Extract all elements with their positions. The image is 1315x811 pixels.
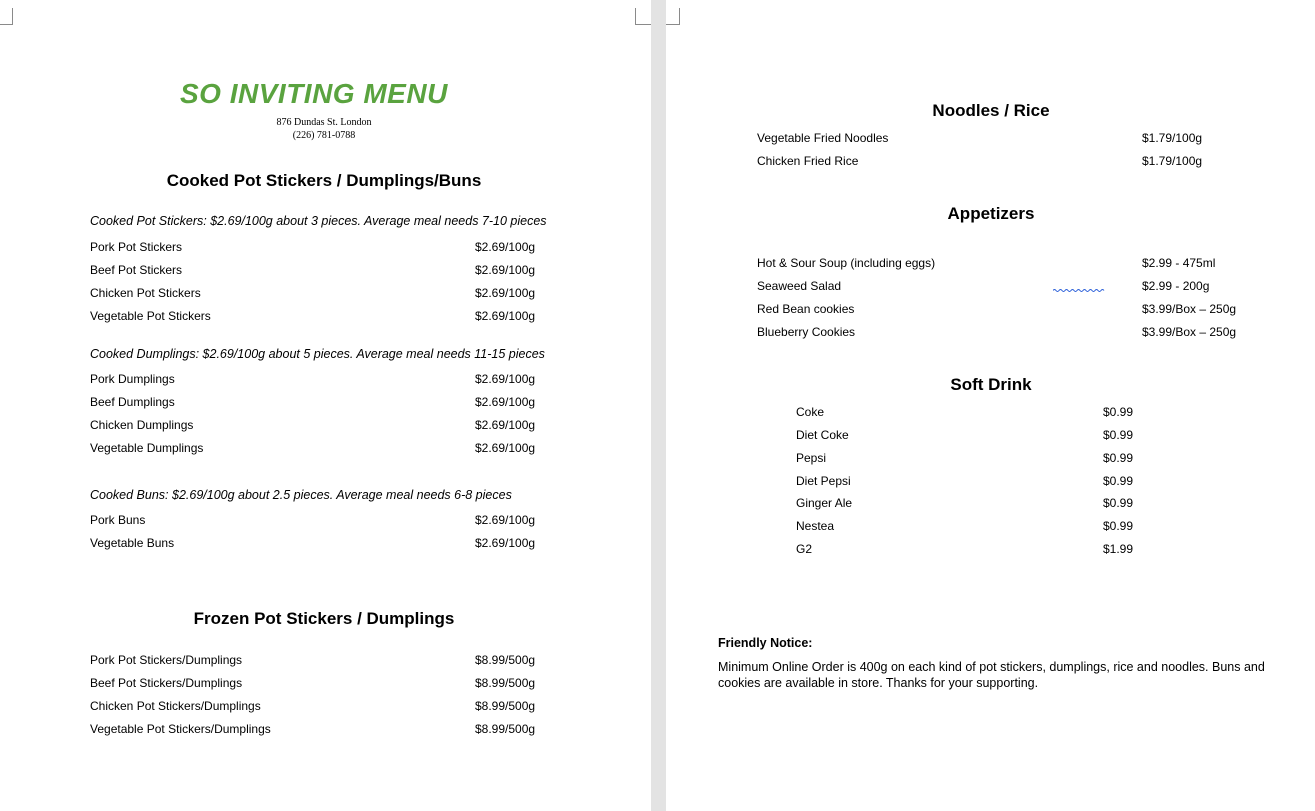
item-price: $2.69/100g xyxy=(475,441,536,455)
item-name: Pork Buns xyxy=(90,513,146,527)
item-price: $3.99/Box – 250g xyxy=(1142,302,1237,316)
item-name: Vegetable Pot Stickers/Dumplings xyxy=(90,722,271,736)
phone-line: (226) 781-0788 xyxy=(292,130,356,141)
section-heading-noodles: Noodles / Rice xyxy=(932,101,1050,120)
item-name: Diet Pepsi xyxy=(796,474,851,488)
item-name: Vegetable Buns xyxy=(90,536,175,550)
item-price: $2.99 - 475ml xyxy=(1142,256,1216,270)
item-price: $0.99 xyxy=(1103,428,1134,442)
item-name: Nestea xyxy=(796,519,835,533)
crop-mark-top-right xyxy=(635,8,651,25)
item-name: Beef Pot Stickers xyxy=(90,263,183,277)
item-price: $2.69/100g xyxy=(475,372,536,386)
pot-stickers-note: Cooked Pot Stickers: $2.69/100g about 3 pieces. Average meal needs 7-10 pieces xyxy=(90,214,547,228)
item-name: G2 xyxy=(796,542,813,556)
item-name: Chicken Pot Stickers xyxy=(90,286,201,300)
crop-mark-top-left xyxy=(0,8,13,25)
item-name: Blueberry Cookies xyxy=(757,325,856,339)
item-price: $2.69/100g xyxy=(475,513,536,527)
section-heading-frozen: Frozen Pot Stickers / Dumplings xyxy=(193,609,455,628)
item-price: $8.99/500g xyxy=(475,722,536,736)
notice-heading: Friendly Notice: xyxy=(718,636,813,650)
item-price: $1.99 xyxy=(1103,542,1134,556)
item-name: Vegetable Fried Noodles xyxy=(757,131,889,145)
item-name: Vegetable Dumplings xyxy=(90,441,204,455)
item-name: Ginger Ale xyxy=(796,496,853,510)
item-price: $2.69/100g xyxy=(475,536,536,550)
item-name: Red Bean cookies xyxy=(757,302,855,316)
notice-text: Minimum Online Order is 400g on each kind of pot stickers, dumplings, rice and noodles. Buns and cookies are available in store. Thanks for your supporting. xyxy=(718,660,1265,690)
item-name: Pork Pot Stickers/Dumplings xyxy=(90,653,243,667)
item-name: Beef Pot Stickers/Dumplings xyxy=(90,676,243,690)
item-price: $2.69/100g xyxy=(475,286,536,300)
address-line: 876 Dundas St. London xyxy=(276,117,372,128)
item-price: $3.99/Box – 250g xyxy=(1142,325,1237,339)
item-name: Seaweed Salad xyxy=(757,279,842,293)
item-price: $2.69/100g xyxy=(475,263,536,277)
item-price: $8.99/500g xyxy=(475,699,536,713)
item-price: $2.69/100g xyxy=(475,240,536,254)
item-price: $1.79/100g xyxy=(1142,131,1203,145)
item-name: Vegetable Pot Stickers xyxy=(90,309,211,323)
dumplings-note: Cooked Dumplings: $2.69/100g about 5 pieces. Average meal needs 11-15 pieces xyxy=(90,347,545,361)
item-price: $8.99/500g xyxy=(475,676,536,690)
item-name: Chicken Fried Rice xyxy=(757,154,859,168)
item-price: $2.69/100g xyxy=(475,418,536,432)
section-heading-drinks: Soft Drink xyxy=(950,375,1032,394)
item-name: Pepsi xyxy=(796,451,827,465)
item-name: Coke xyxy=(796,405,825,419)
item-price: $0.99 xyxy=(1103,496,1134,510)
menu-title: SO INVITING MENU xyxy=(180,78,448,109)
item-name: Chicken Dumplings xyxy=(90,418,194,432)
spellcheck-squiggle[interactable] xyxy=(1053,288,1105,292)
item-price: $2.69/100g xyxy=(475,309,536,323)
item-price: $1.79/100g xyxy=(1142,154,1203,168)
item-name: Pork Pot Stickers xyxy=(90,240,183,254)
buns-note: Cooked Buns: $2.69/100g about 2.5 pieces. Average meal needs 6-8 pieces xyxy=(90,488,512,502)
item-price: $8.99/500g xyxy=(475,653,536,667)
section-heading-appetizers: Appetizers xyxy=(947,204,1035,223)
item-name: Chicken Pot Stickers/Dumplings xyxy=(90,699,261,713)
item-name: Diet Coke xyxy=(796,428,849,442)
crop-mark-top-left xyxy=(666,8,680,25)
item-price: $0.99 xyxy=(1103,405,1134,419)
item-price: $0.99 xyxy=(1103,519,1134,533)
section-heading-cooked: Cooked Pot Stickers / Dumplings/Buns xyxy=(166,171,482,190)
item-name: Beef Dumplings xyxy=(90,395,175,409)
item-price: $2.99 - 200g xyxy=(1142,279,1210,293)
document-page-2 xyxy=(666,0,1315,811)
item-name: Hot & Sour Soup (including eggs) xyxy=(757,256,936,270)
item-price: $2.69/100g xyxy=(475,395,536,409)
document-page-1 xyxy=(0,0,651,811)
item-price: $0.99 xyxy=(1103,451,1134,465)
item-name: Pork Dumplings xyxy=(90,372,175,386)
item-price: $0.99 xyxy=(1103,474,1134,488)
